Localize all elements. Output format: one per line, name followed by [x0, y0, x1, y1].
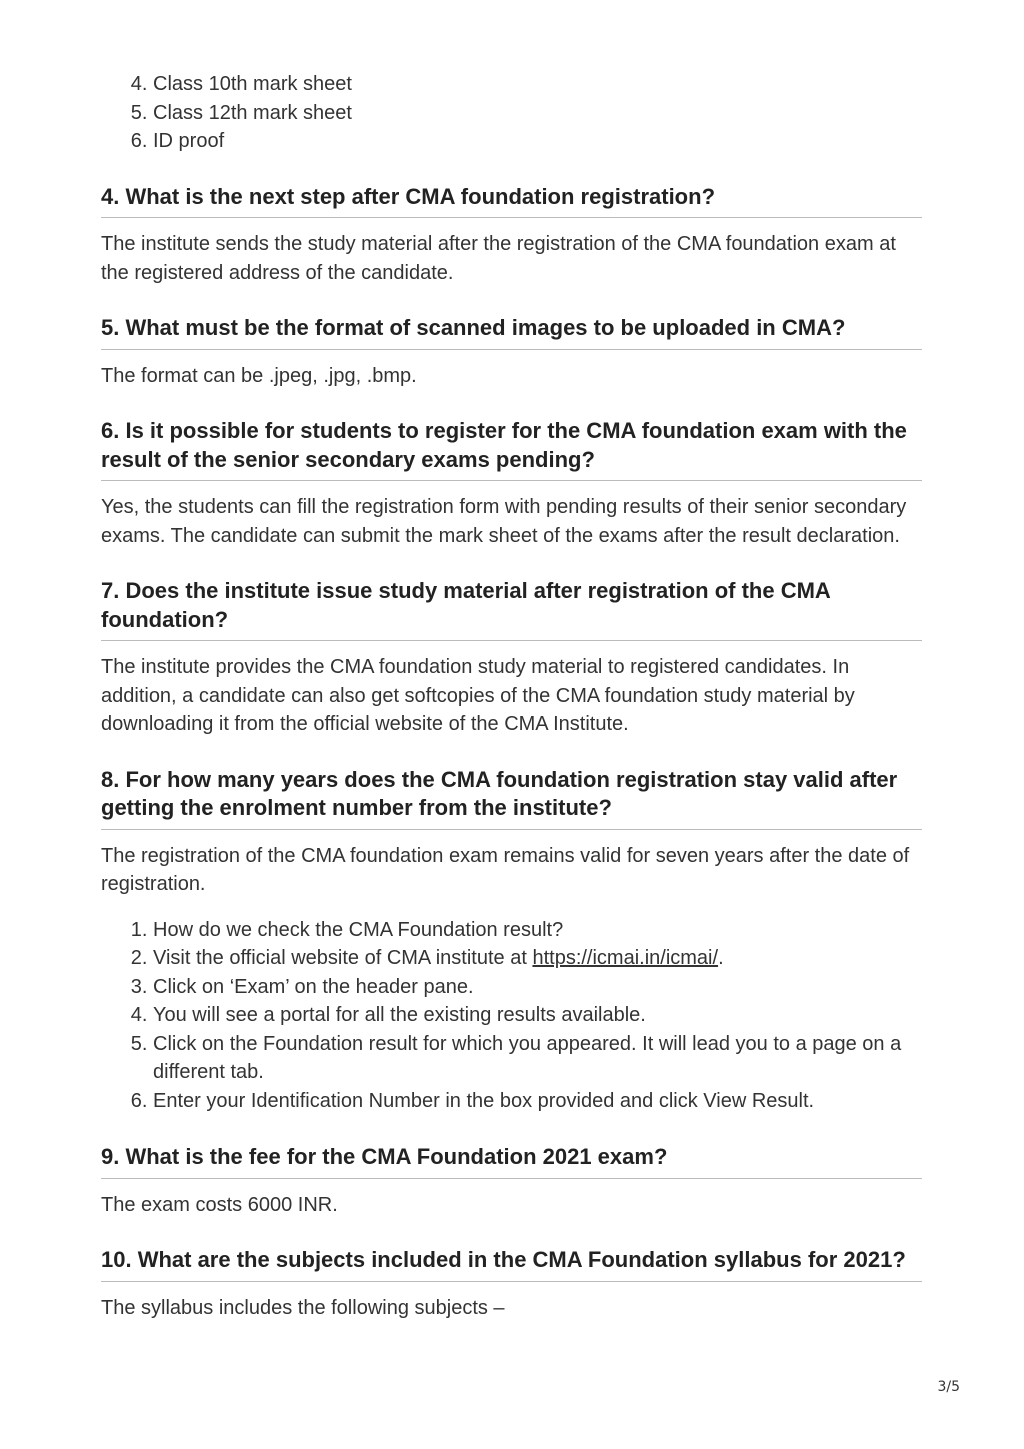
document-page — [101, 70, 922, 1349]
list-item: 5. Click on the Foundation result for which you appeared. It will lead you to a page on a different tab. — [153, 1030, 922, 1087]
list-item: 1. How do we check the CMA Foundation result? — [153, 916, 922, 945]
faq-item — [101, 1246, 922, 1322]
list-item: 4. You will see a portal for all the existing results available. — [153, 1001, 922, 1030]
faq-item — [101, 314, 922, 390]
list-item: 3. Click on ‘Exam’ on the header pane. — [153, 973, 922, 1002]
icmai-website-link[interactable]: https://icmai.in/icmai/ — [532, 947, 719, 969]
faq-answer: The institute provides the CMA foundation study material to registered candidates. In addition, a candidate can also get softcopies of the CMA foundation study material by downloading it from the official website of the CMA Institute. — [101, 656, 855, 735]
list-item: 6. ID proof — [153, 127, 922, 156]
faq-answer: Yes, the students can fill the registration form with pending results of their senior secondary exams. The candidate can submit the mark sheet of the exams after the result declaration. — [101, 496, 907, 547]
required-documents-list — [101, 70, 922, 156]
list-item: 5. Class 12th mark sheet — [153, 99, 922, 128]
faq-question: 8. For how many years does the CMA foundation registration stay valid after getting the enrolment number from the institute? — [101, 766, 922, 830]
faq-question: 5. What must be the format of scanned images to be uploaded in CMA? — [101, 314, 922, 350]
faq-question: 4. What is the next step after CMA foundation registration? — [101, 183, 922, 219]
faq-item — [101, 183, 922, 288]
faq-answer: The registration of the CMA foundation exam remains valid for seven years after the date of registration. — [101, 844, 910, 895]
faq-question: 10. What are the subjects included in the CMA Foundation syllabus for 2021? — [101, 1246, 922, 1282]
list-item-text: . — [718, 947, 724, 969]
faq-question: 9. What is the fee for the CMA Foundation 2021 exam? — [101, 1143, 922, 1179]
faq-answer: The exam costs 6000 INR. — [101, 1193, 338, 1216]
list-item-text: Visit the official website of CMA institute at — [153, 947, 533, 969]
faq-item — [101, 766, 922, 899]
faq-question: 7. Does the institute issue study material after registration of the CMA foundation? — [101, 577, 922, 641]
faq-item — [101, 1143, 922, 1219]
list-item — [153, 944, 922, 973]
list-item: 6. Enter your Identification Number in the box provided and click View Result. — [153, 1087, 922, 1116]
faq-item — [101, 577, 922, 739]
page-number: 3/5 — [937, 1379, 960, 1395]
faq-answer: The institute sends the study material after the registration of the CMA foundation exam at the registered address of the candidate. — [101, 233, 896, 284]
faq-question: 6. Is it possible for students to register for the CMA foundation exam with the result of the senior secondary exams pending? — [101, 417, 922, 481]
result-steps-list — [101, 916, 922, 1116]
list-item: 4. Class 10th mark sheet — [153, 70, 922, 99]
faq-answer: The format can be .jpeg, .jpg, .bmp. — [101, 364, 417, 387]
faq-item — [101, 417, 922, 550]
faq-answer: The syllabus includes the following subjects – — [101, 1296, 505, 1319]
